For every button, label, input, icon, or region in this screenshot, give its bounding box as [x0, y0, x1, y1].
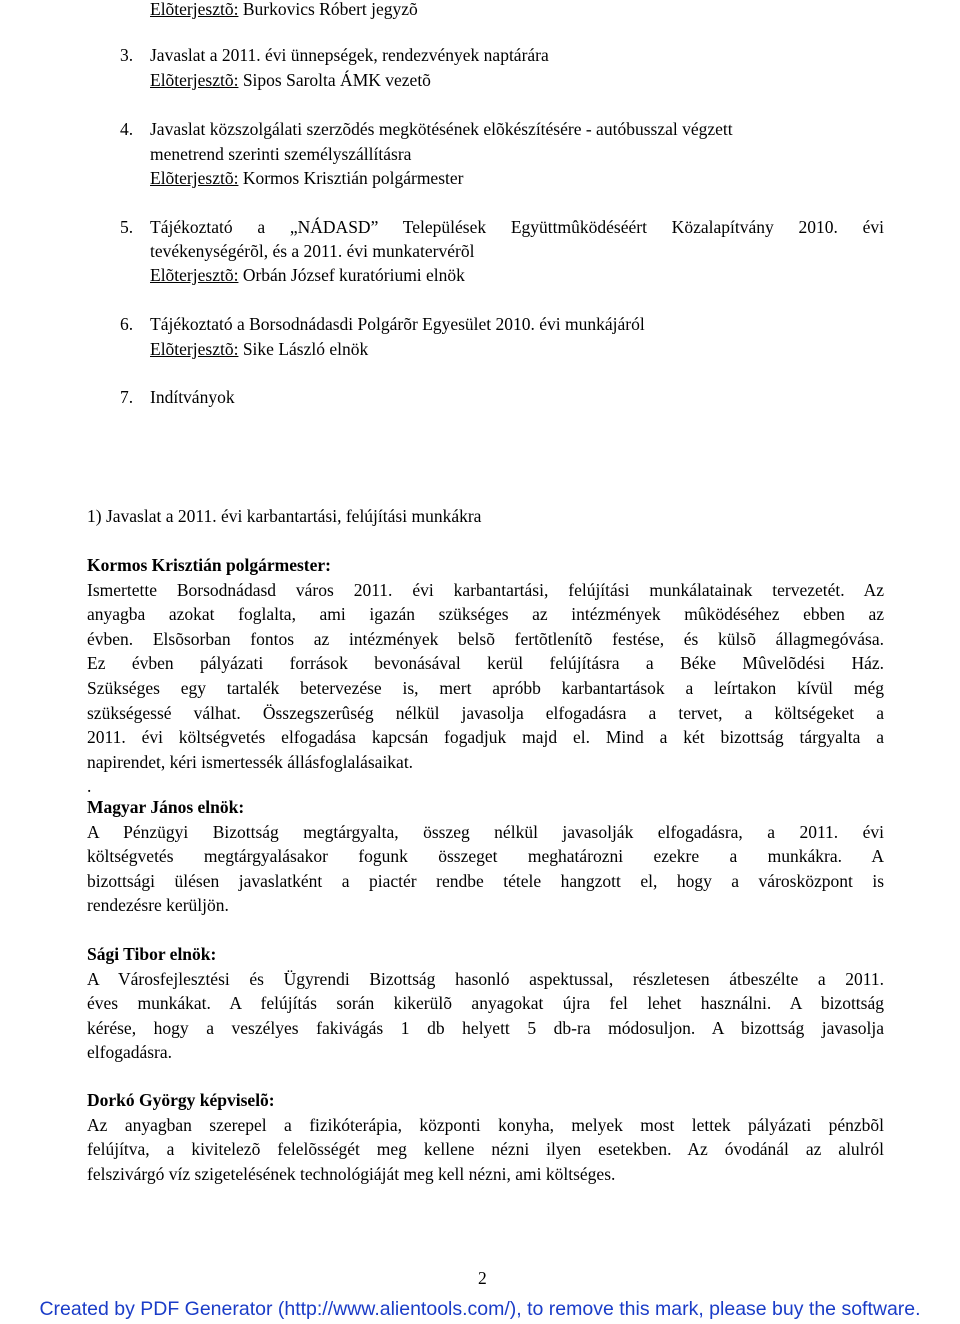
agenda-item-2-presenter: [150, 0, 418, 19]
speech-magyar: [87, 795, 884, 918]
agenda-item-7-num: 7.: [120, 387, 134, 407]
agenda-item-3-presenter: [150, 71, 431, 90]
agenda-item-4-num: 4.: [120, 119, 134, 139]
agenda-item-5-presenter: [150, 266, 465, 285]
pdf-generator-watermark: Created by PDF Generator (http://www.alientools.com/), to remove this mark, please buy the software.: [39, 1298, 921, 1320]
agenda-item-4-presenter: [150, 169, 463, 188]
agenda-item-6-num: 6.: [120, 314, 134, 334]
agenda-item-5-title-line2: tevékenységérõl, és a 2011. évi munkatervérõl: [150, 241, 475, 261]
agenda-item-3-title: Javaslat a 2011. évi ünnepségek, rendezvények naptárára: [150, 45, 549, 65]
presenter-label: Elõterjesztõ:: [150, 339, 239, 359]
speech-line: rendezésre kerüljön.: [87, 895, 229, 916]
presenter-label: Elõterjesztõ:: [150, 0, 239, 19]
agenda-item-4-title-line2: menetrend szerinti személyszállításra: [150, 144, 412, 164]
speaker-name: Kormos Krisztián polgármester:: [87, 555, 331, 575]
speech-line: szükségessé válhat. Összegszerûség nélkül javasolja elfogadásra a tervet, a költségeket a: [87, 702, 884, 723]
speech-line: .: [87, 776, 92, 797]
presenter-name: Orbán József kuratóriumi elnök: [238, 265, 465, 285]
speech-line: felszivárgó víz szigetelésének technológiáját meg kell nézni, ami költséges.: [87, 1163, 616, 1184]
presenter-name: Sike László elnök: [238, 339, 369, 359]
presenter-label: Elõterjesztõ:: [150, 70, 239, 90]
speech-dorko: [87, 1088, 884, 1186]
speech-line: Az anyagban szerepel a fizikóterápia, központi konyha, melyek most lettek pályázati pénzbõl: [87, 1114, 884, 1135]
speech-line: A Városfejlesztési és Ügyrendi Bizottság hasonló aspektussal, részletesen átbeszélte a 2011.: [87, 968, 884, 989]
presenter-name: Sipos Sarolta ÁMK vezetõ: [238, 70, 431, 90]
presenter-name: Kormos Krisztián polgármester: [238, 168, 464, 188]
agenda-item-6-title: Tájékoztató a Borsodnádasdi Polgárõr Egyesület 2010. évi munkájáról: [150, 314, 645, 334]
speech-line: bizottsági ülésen javaslatként a piactér rendbe tétele hangzott el, hogy a városközpont is: [87, 870, 884, 891]
presenter-name: Burkovics Róbert jegyzõ: [238, 0, 418, 19]
speech-line: Szükséges egy tartalék betervezése is, mert apróbb karbantartások a leírtakon kívül még: [87, 677, 884, 698]
section-1-heading: 1) Javaslat a 2011. évi karbantartási, felújítási munkákra: [87, 506, 482, 526]
speech-sagi: [87, 942, 884, 1065]
speaker-name: Magyar János elnök:: [87, 797, 245, 817]
presenter-label: Elõterjesztõ:: [150, 265, 239, 285]
speech-line: elfogadásra.: [87, 1042, 173, 1063]
speaker-name: Sági Tibor elnök:: [87, 944, 217, 964]
speech-line: költségvetés megtárgyalásakor fogunk összeget meghatározni ezekre a munkákra. A: [87, 846, 884, 867]
speaker-name: Dorkó György képviselõ:: [87, 1090, 275, 1110]
speech-line: felújítva, a kivitelezõ felelõsségét meg kellene nézni ilyen esetekben. Az óvodánál az alulról: [87, 1139, 884, 1160]
speech-line: anyagba azokat foglalta, ami igazán szükséges az intézmények mûködéséhez ebben az: [87, 604, 884, 625]
agenda-item-5-num: 5.: [120, 217, 134, 237]
speech-kormos: [87, 553, 884, 799]
speech-line: éves munkákat. A felújítás során kikerülõ anyagokat újra fel lehet használni. A bizottság: [87, 993, 884, 1014]
speech-line: kérése, hogy a veszélyes fakivágás 1 db helyett 5 db-ra módosuljon. A bizottság javasolja: [87, 1017, 884, 1038]
page-number: 2: [478, 1268, 487, 1288]
speech-line: 2011. évi költségvetés elfogadása kapcsán fogadjuk majd el. Mind a két bizottság tárgyalta a: [87, 727, 884, 748]
speech-line: A Pénzügyi Bizottság megtárgyalta, összeg nélkül javasolják elfogadásra, a 2011. évi: [87, 821, 884, 842]
speech-line: évben. Elsõsorban fontos az intézmények belsõ fertõtlenítõ festése, és külsõ állagmegóvása.: [87, 628, 884, 649]
speech-line: Ismertette Borsodnádasd város 2011. évi karbantartási, felújítási munkálatainak tervezetét. Az: [87, 579, 884, 600]
presenter-label: Elõterjesztõ:: [150, 168, 239, 188]
agenda-item-5-title-line1: Tájékoztató a „NÁDASD” Települések Együttmûködéséért Közalapítvány 2010. évi: [150, 217, 884, 237]
agenda-item-6-presenter: [150, 340, 368, 359]
speech-line: napirendet, kéri ismertessék állásfoglalásaikat.: [87, 751, 414, 772]
agenda-item-4-title-line1: Javaslat közszolgálati szerzõdés megkötésének elõkészítésére - autóbusszal végzett: [150, 119, 733, 139]
agenda-item-7-title: Indítványok: [150, 387, 235, 407]
speech-line: Ez évben pályázati források bevonásával kerül felújításra a Béke Mûvelõdési Ház.: [87, 653, 884, 674]
agenda-item-3-num: 3.: [120, 45, 134, 65]
